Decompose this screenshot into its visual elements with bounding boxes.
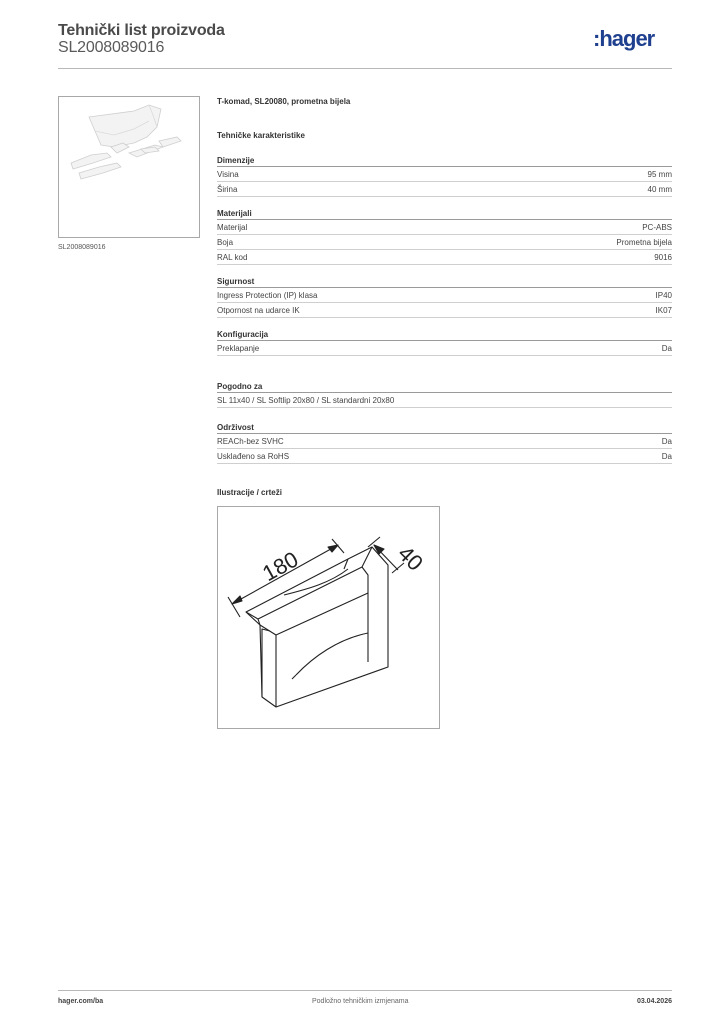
spec-value: PC-ABS bbox=[642, 222, 672, 232]
spec-row bbox=[217, 341, 672, 356]
spec-row bbox=[217, 235, 672, 250]
spec-row bbox=[217, 220, 672, 235]
spec-label: Preklapanje bbox=[217, 343, 260, 353]
spec-value: IK07 bbox=[655, 305, 672, 315]
spec-value: Da bbox=[661, 343, 672, 353]
spec-value: 9016 bbox=[654, 252, 672, 262]
spec-label: Otpornost na udarce IK bbox=[217, 305, 300, 315]
spec-row bbox=[217, 449, 672, 464]
dimension-40 bbox=[368, 537, 428, 576]
spec-row bbox=[217, 167, 672, 182]
spec-label: REACh-bez SVHC bbox=[217, 436, 284, 446]
footer-note: Podložno tehničkim izmjenama bbox=[312, 998, 409, 1005]
hager-logo: :hager bbox=[593, 26, 655, 51]
spec-row bbox=[217, 250, 672, 265]
spec-value: 95 mm bbox=[647, 169, 672, 179]
footer-date: 03.04.2026 bbox=[636, 998, 672, 1005]
spec-label: Usklađeno sa RoHS bbox=[217, 451, 290, 461]
spec-row bbox=[217, 434, 672, 449]
tech-characteristics-heading: Tehničke karakteristike bbox=[217, 131, 305, 140]
section-dimenzije bbox=[217, 154, 672, 197]
spec-row bbox=[217, 182, 672, 197]
footer-divider bbox=[58, 990, 672, 991]
section-pogodno-za bbox=[217, 380, 672, 408]
product-image-caption: SL2008089016 bbox=[58, 244, 106, 251]
spec-label: RAL kod bbox=[217, 252, 248, 262]
spec-value: Da bbox=[661, 436, 672, 446]
spec-row bbox=[217, 303, 672, 318]
spec-value: Da bbox=[661, 451, 672, 461]
product-title: T-komad, SL20080, prometna bijela bbox=[217, 97, 351, 106]
section-sigurnost bbox=[217, 275, 672, 318]
spec-label: Boja bbox=[217, 237, 234, 247]
spec-label: Materijal bbox=[217, 222, 248, 232]
header-divider bbox=[58, 68, 672, 69]
section-odrzivost bbox=[217, 421, 672, 464]
product-code: SL2008089016 bbox=[58, 39, 165, 56]
section-title: Materijali bbox=[217, 207, 672, 220]
section-title: Održivost bbox=[217, 421, 672, 434]
section-konfiguracija bbox=[217, 328, 672, 356]
illustrations-heading: Ilustracije / crteži bbox=[217, 488, 282, 497]
spec-row bbox=[217, 288, 672, 303]
footer-website-link[interactable]: hager.com/ba bbox=[58, 998, 104, 1005]
spec-row bbox=[217, 393, 672, 408]
dimension-width-label: 40 bbox=[393, 540, 429, 576]
technical-drawing bbox=[217, 506, 440, 729]
section-title: Pogodno za bbox=[217, 380, 672, 393]
spec-value: 40 mm bbox=[647, 184, 672, 194]
dimension-length-label: 180 bbox=[258, 546, 303, 587]
section-title: Konfiguracija bbox=[217, 328, 672, 341]
spec-label: Ingress Protection (IP) klasa bbox=[217, 290, 318, 300]
spec-label: SL 11x40 / SL Softlip 20x80 / SL standardni 20x80 bbox=[217, 395, 395, 405]
section-materijali bbox=[217, 207, 672, 265]
document-title: Tehnički list proizvoda bbox=[58, 22, 225, 39]
product-image bbox=[58, 96, 200, 238]
spec-value: IP40 bbox=[655, 290, 672, 300]
spec-label: Širina bbox=[217, 184, 238, 194]
section-title: Dimenzije bbox=[217, 154, 672, 167]
spec-label: Visina bbox=[217, 169, 239, 179]
spec-value: Prometna bijela bbox=[616, 237, 672, 247]
section-title: Sigurnost bbox=[217, 275, 672, 288]
